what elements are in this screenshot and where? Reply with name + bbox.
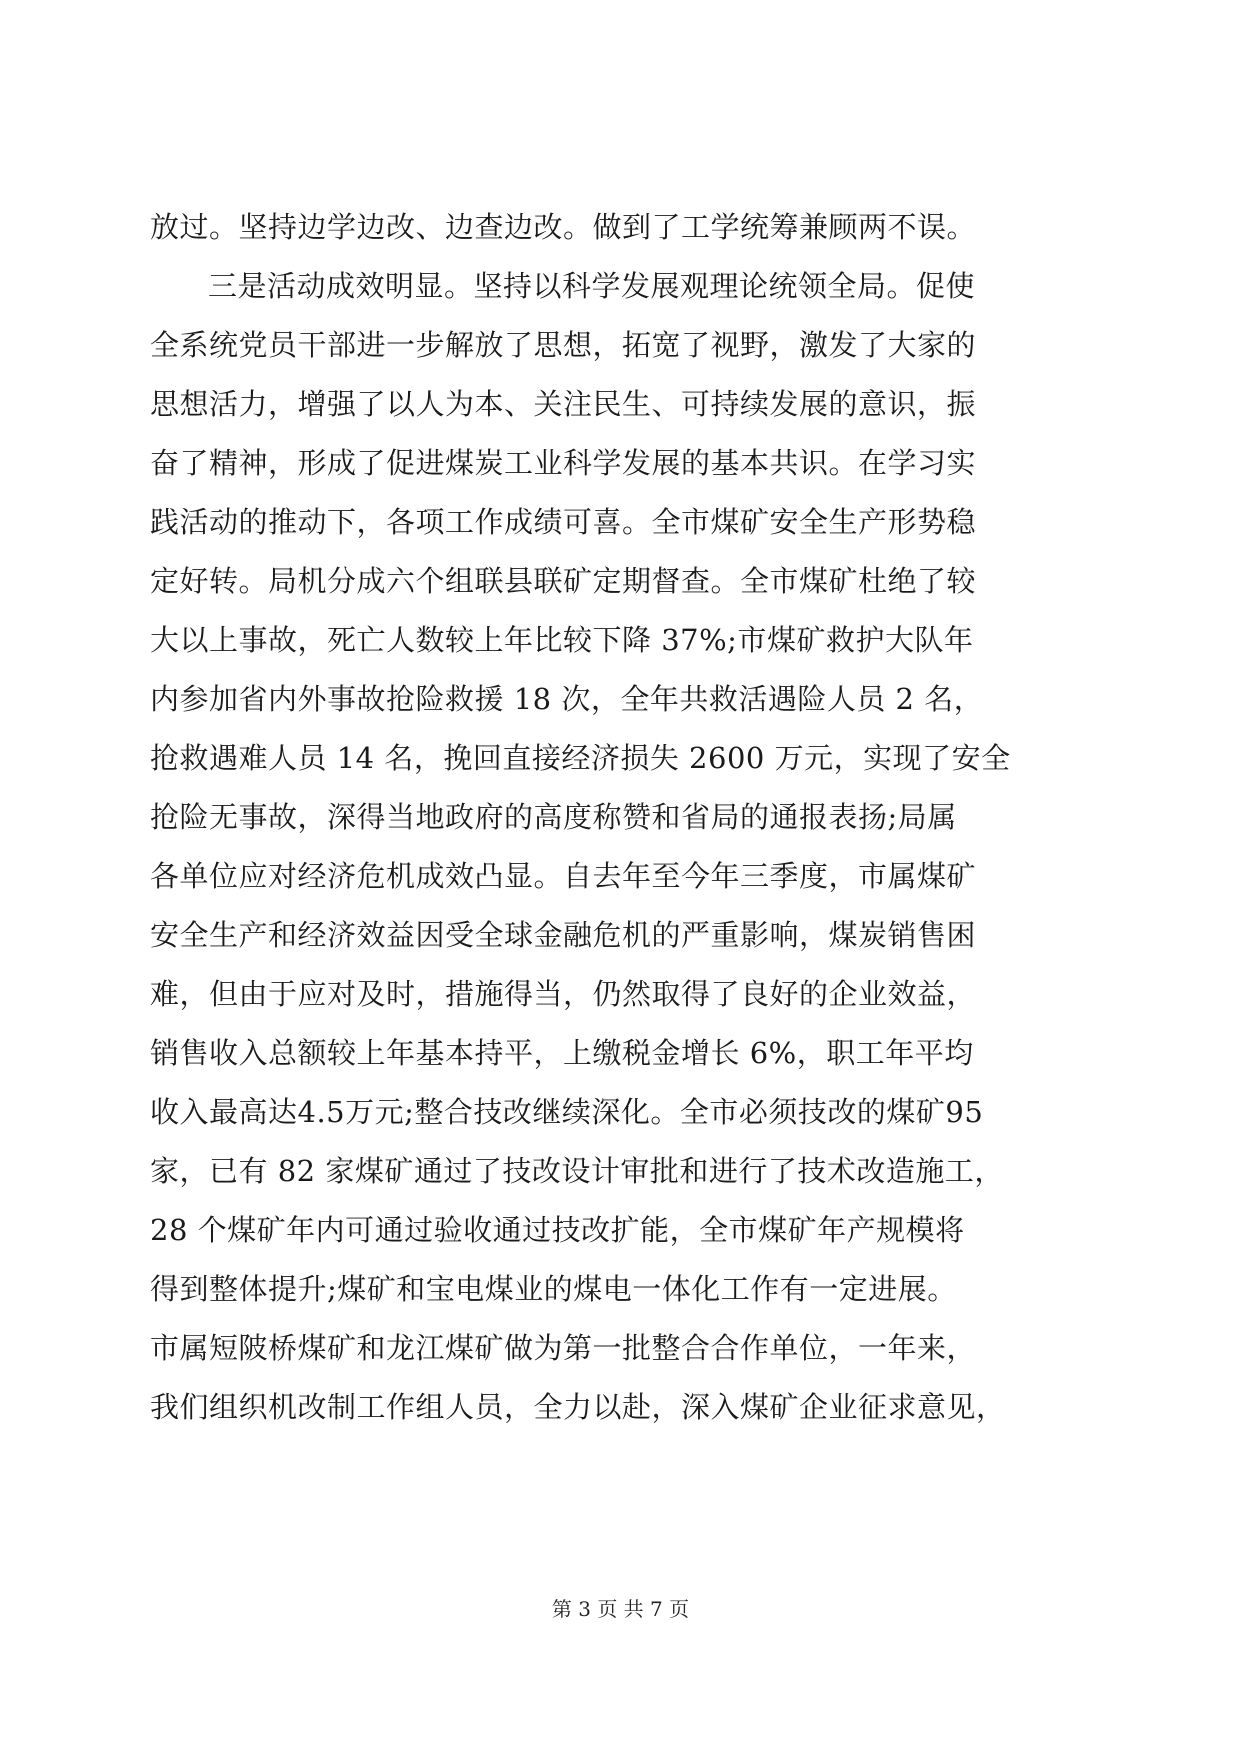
text-line: 践活动的推动下，各项工作成绩可喜。全市煤矿安全生产形势稳 (150, 505, 977, 539)
paragraph-start-line: 三是活动成效明显。坚持以科学发展观理论统领全局。促使 (208, 269, 976, 303)
page-number-footer: 第 3 页 共 7 页 (551, 1597, 690, 1621)
text-line: 销售收入总额较上年基本持平，上缴税金增长 6%，职工年平均 (150, 1036, 974, 1070)
text-line: 家，已有 82 家煤矿通过了技改设计审批和进行了技术改造施工， (150, 1154, 1004, 1188)
text-line: 大以上事故，死亡人数较上年比较下降 37%;市煤矿救护大队年 (150, 623, 974, 657)
text-line: 抢险无事故，深得当地政府的高度称赞和省局的通报表扬;局属 (150, 800, 957, 834)
text-line: 我们组织机改制工作组人员，全力以赴，深入煤矿企业征求意见， (150, 1390, 1006, 1424)
text-line: 内参加省内外事故抢险救援 18 次，全年共救活遇险人员 2 名， (150, 682, 984, 716)
text-line: 全系统党员干部进一步解放了思想，拓宽了视野，激发了大家的 (150, 328, 977, 362)
text-line: 收入最高达4.5万元;整合技改继续深化。全市必须技改的煤矿95 (150, 1095, 984, 1129)
body-text (150, 198, 1110, 1437)
text-line: 安全生产和经济效益因受全球金融危机的严重影响，煤炭销售困 (150, 918, 977, 952)
text-line: 奋了精神，形成了促进煤炭工业科学发展的基本共识。在学习实 (150, 446, 977, 480)
text-line: 各单位应对经济危机成效凸显。自去年至今年三季度，市属煤矿 (150, 859, 977, 893)
text-line: 市属短陂桥煤矿和龙江煤矿做为第一批整合合作单位，一年来， (150, 1331, 977, 1365)
text-line: 28 个煤矿年内可通过验收通过技改扩能，全市煤矿年产规模将 (150, 1213, 965, 1247)
text-line: 抢救遇难人员 14 名，挽回直接经济损失 2600 万元，实现了安全 (150, 741, 1011, 775)
text-line: 放过。坚持边学边改、边查边改。做到了工学统筹兼顾两不误。 (150, 210, 977, 244)
text-line: 难，但由于应对及时，措施得当，仍然取得了良好的企业效益， (150, 977, 977, 1011)
text-line: 得到整体提升;煤矿和宝电煤业的煤电一体化工作有一定进展。 (150, 1272, 957, 1306)
text-line: 定好转。局机分成六个组联县联矿定期督查。全市煤矿杜绝了较 (150, 564, 977, 598)
text-line: 思想活力，增强了以人为本、关注民生、可持续发展的意识，振 (150, 387, 977, 421)
